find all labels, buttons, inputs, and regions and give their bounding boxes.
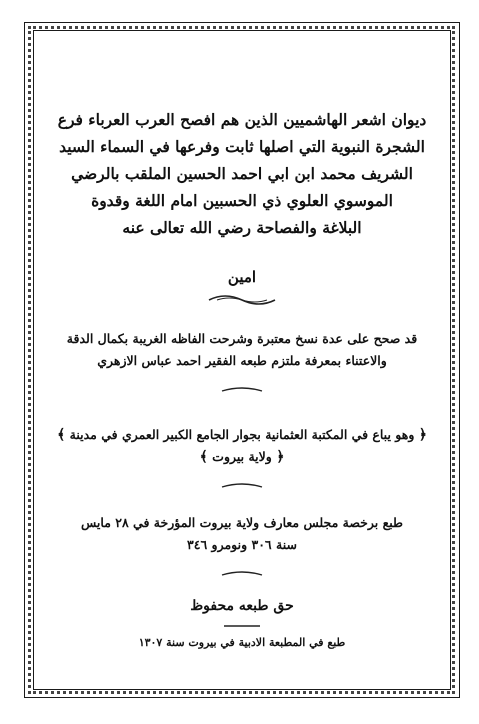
amin-text: امين [227, 268, 257, 286]
license-line: سنة ٣٠٦ ونومرو ٣٤٦ [187, 537, 297, 552]
ornamental-bracket-close: ﴾ [57, 427, 66, 443]
title-line: الشريف محمد ابن ابي احمد الحسين الملقب بالرضي [71, 164, 413, 183]
ornamental-bracket-open: ﴿ [418, 427, 427, 443]
license-notice [44, 512, 440, 556]
ornament-divider [207, 292, 277, 308]
book-title [40, 106, 444, 241]
note-line: قد صحح على عدة نسخ معتبرة وشرحت الفاظه الغريبة بكمال الدقة [66, 331, 418, 346]
title-line: البلاغة والفصاحة رضي الله تعالى عنه [122, 218, 362, 237]
title-line: الموسوي العلوي ذي الحسبين امام اللغة وقدوة [91, 191, 393, 210]
license-line: طبع برخصة مجلس معارف ولاية بيروت المؤرخة في ٢٨ مايس [80, 515, 404, 530]
sale-notice [44, 424, 440, 468]
ornamental-bracket-open: ﴿ [276, 449, 285, 465]
sale-line: ﴿ ولاية بيروت ﴾ [199, 449, 285, 465]
short-divider [220, 570, 264, 580]
sale-line: ﴿ وهو يباع في المكتبة العثمانية بجوار الجامع الكبير العمري في مدينة ﴾ [57, 427, 427, 443]
copyright-notice: حق طبعه محفوظ [190, 598, 294, 614]
ornamental-bracket-close: ﴾ [199, 449, 208, 465]
title-line: ديوان اشعر الهاشميين الذين هم افصح العرب العرباء فرع [57, 110, 427, 129]
short-divider [220, 482, 264, 492]
short-divider [220, 622, 264, 630]
editor-note [46, 328, 438, 372]
press-imprint: طبع في المطبعة الادبية في بيروت سنة ١٣٠٧ [138, 636, 346, 649]
title-line: الشجرة النبوية التي اصلها ثابت وفرعها في السماء السيد [59, 137, 425, 156]
short-divider [220, 386, 264, 396]
title-page [40, 36, 444, 684]
note-line: والاعتناء بمعرفة ملتزم طبعه الفقير احمد عباس الازهري [97, 353, 387, 368]
